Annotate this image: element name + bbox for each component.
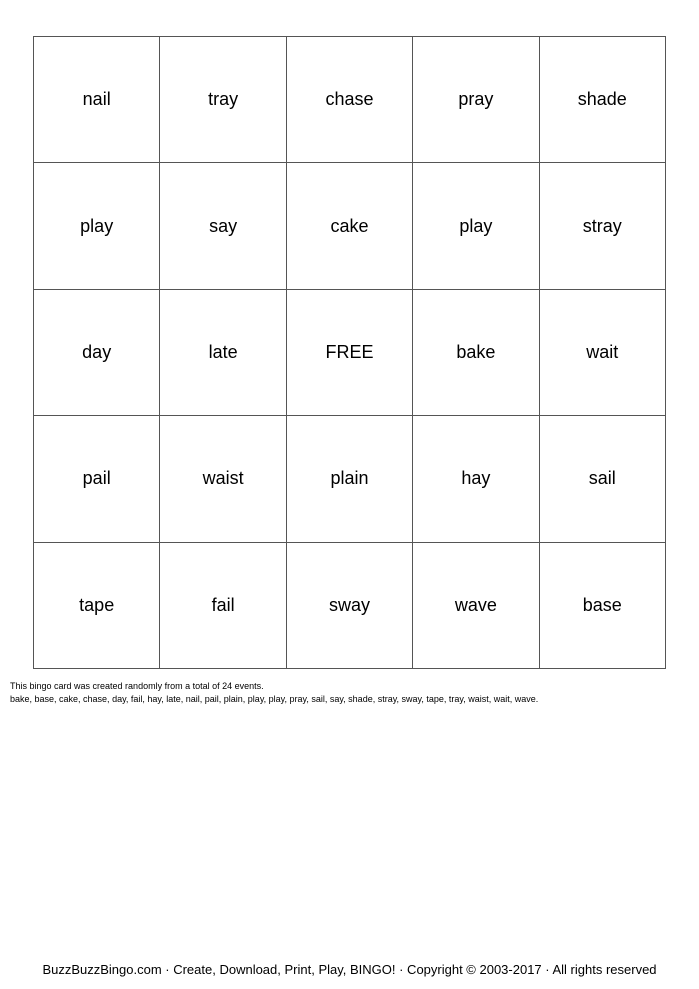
bingo-cell: chase (287, 37, 413, 163)
bingo-cell: pail (34, 416, 160, 542)
bingo-cell: base (540, 543, 666, 669)
bingo-cell: fail (160, 543, 286, 669)
bingo-cell: tray (160, 37, 286, 163)
bingo-cell: shade (540, 37, 666, 163)
bingo-cell: stray (540, 163, 666, 289)
bingo-cell: hay (413, 416, 539, 542)
bingo-cell: play (413, 163, 539, 289)
footer-copyright: BuzzBuzzBingo.com · Create, Download, Print, Play, BINGO! · Copyright © 2003-2017 · All rights reserved (42, 962, 657, 977)
bingo-card-grid (33, 36, 666, 669)
bingo-cell: wait (540, 290, 666, 416)
bingo-cell: late (160, 290, 286, 416)
bingo-cell: sway (287, 543, 413, 669)
bingo-cell: sail (540, 416, 666, 542)
bingo-cell: wave (413, 543, 539, 669)
bingo-cell: tape (34, 543, 160, 669)
bingo-cell: cake (287, 163, 413, 289)
bingo-cell: day (34, 290, 160, 416)
card-info-summary: This bingo card was created randomly from a total of 24 events. (10, 681, 264, 691)
bingo-cell: play (34, 163, 160, 289)
card-info-note (10, 680, 538, 706)
bingo-free-cell: FREE (287, 290, 413, 416)
bingo-cell: plain (287, 416, 413, 542)
bingo-cell: waist (160, 416, 286, 542)
bingo-cell: nail (34, 37, 160, 163)
bingo-cell: say (160, 163, 286, 289)
bingo-cell: pray (413, 37, 539, 163)
bingo-cell: bake (413, 290, 539, 416)
card-info-word-list: bake, base, cake, chase, day, fail, hay, late, nail, pail, plain, play, play, pray, sail, say, shade, stray, sway, tape, tray, waist, wait, wave. (10, 694, 539, 704)
